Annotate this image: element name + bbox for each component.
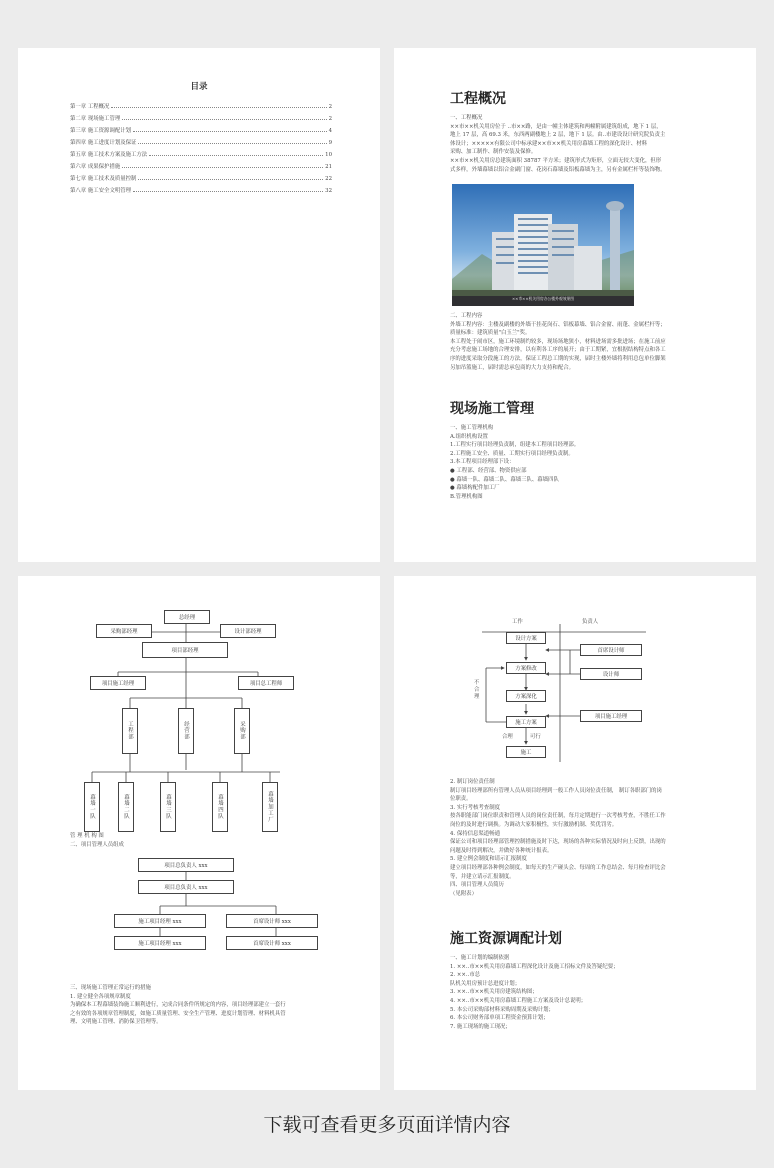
site-line: 1.工程实行项目经理负责制，组建本工程项目经理部。	[450, 442, 580, 449]
toc-entry-page: 21	[325, 164, 332, 170]
flow-step: 方案深化	[506, 690, 546, 702]
site-line: ● 幕墙一队、幕墙二队、幕墙三队、幕墙四队	[450, 476, 559, 483]
personnel-designer: 首席设计师 xxx	[226, 914, 318, 928]
flow-col-work: 工作	[512, 619, 523, 625]
resource-line: 4. ××..市××机关用房幕墙工程施工方案及设计总说明；	[450, 997, 587, 1004]
toc-leader-dots	[149, 155, 323, 156]
toc-entry-label: 第四章 施工进度计划及保证	[70, 140, 137, 146]
toc-entry-label: 第二章 现场施工管理	[70, 116, 121, 122]
toc-leader-dots	[133, 131, 327, 132]
toc-list	[70, 98, 332, 194]
flow-reasonable: 合理	[502, 734, 513, 740]
site-line: 一、施工管理机构	[450, 425, 494, 431]
responsibility-text	[450, 778, 740, 898]
site-line: A.组织机构设置	[450, 433, 488, 440]
toc-entry-label: 第六章 成果保护措施	[70, 164, 121, 170]
responsibility-line: 4. 保持信息渠道畅通	[450, 830, 500, 837]
responsibility-line: 四、项目管理人员简历	[450, 882, 504, 889]
site-line: ● 幕墙构配件加工厂	[450, 485, 500, 492]
overview-content-line: 另加吊篮施工，届时需总承包商的大力支持和配合。	[450, 364, 574, 371]
responsibility-line: 保证公司和项目经理部管理控制措施及时下达，现场的各种实际情况及时向上反馈，出现的	[450, 839, 666, 846]
toc-entry-page: 2	[328, 116, 332, 122]
responsibility-line: 位职责。	[450, 796, 472, 803]
overview-line: 体设计；×××××有限公司中标承建××市××机关用房幕墙工程的深化设计、材料	[450, 140, 647, 147]
resource-line: 5. 本公司采购部材料采购周期及采购计划；	[450, 1006, 554, 1013]
responsibility-line: 问题及时得到解决，并做好各种统计报表。	[450, 847, 553, 854]
resource-line: 2. ××..市总	[450, 972, 481, 979]
toc-entry[interactable]	[70, 182, 332, 194]
measures-line: 三、现场施工管理正常运行的措施	[70, 985, 151, 991]
responsibility-line: 5. 建立例会制度和请示汇报制度	[450, 856, 527, 863]
toc-leader-dots	[133, 191, 323, 192]
flow-feasible: 可行	[530, 734, 541, 740]
responsibility-line: 等，并建立请示汇报制度。	[450, 873, 515, 880]
resource-line: 队机关用房预计总进度计划；	[450, 980, 521, 987]
toc-entry[interactable]	[70, 110, 332, 122]
overview-content-line: 二、工程内容	[450, 313, 483, 319]
org-team: 幕墙四队	[212, 782, 228, 832]
overview-line: 地上 17 层，高 69.3 米，东西两副楼地上 2 层，地下 1 层。由..市建设设计研究院负责主	[450, 132, 666, 139]
org-design-manager: 设计部经理	[220, 624, 276, 638]
org-caption: 管 理 机 构 图	[70, 833, 104, 839]
responsibility-line: 3. 实行考核考查制度	[450, 804, 500, 811]
toc-entry-label: 第三章 施工资源调配计划	[70, 128, 132, 134]
toc-entry[interactable]	[70, 98, 332, 110]
flow-page	[394, 576, 756, 1090]
toc-entry-label: 第一章 工程概况	[70, 104, 110, 110]
org-page	[18, 576, 380, 1090]
resource-line: 7. 施工现场的施工现况；	[450, 1023, 511, 1030]
site-line: B.管理机构图	[450, 493, 483, 500]
toc-leader-dots	[138, 179, 323, 180]
org-department: 经营部	[178, 708, 194, 754]
org-general-manager: 总经理	[164, 610, 210, 624]
overview-line: 一、工程概况	[450, 115, 483, 121]
responsibility-line: 2. 制订岗位责任制	[450, 779, 495, 785]
personnel-sub2: 首席设计师 xxx	[226, 936, 318, 950]
overview-content	[450, 312, 740, 372]
overview-content-line: 外墙工程内容：主楼及副楼的外墙干挂花岗石、铝板幕墙、铝合金窗、雨蓬、金属栏杆等；	[450, 321, 666, 328]
responsibility-line: 按各职能部门岗位职责和管理人员的岗位责任制，每月定期进行一次考核考查，不胜任工作	[450, 813, 666, 820]
org-procurement-manager: 采购部经理	[96, 624, 152, 638]
overview-line: ××市××机关用房位于 ..市××路，是由一幢主体建筑和两幢附属建筑组成，地下 1 层，	[450, 123, 662, 130]
site-title: 现场施工管理	[450, 401, 534, 417]
toc-page	[18, 48, 380, 562]
flow-person-chief-designer: 首席设计师	[580, 644, 642, 656]
personnel-sub1: 施工项目经理 xxx	[114, 936, 206, 950]
measures-line: 为确保本工程幕墙装饰施工顺利进行，完成合同条件所规定的内容，项目经理部建立一套行	[70, 1002, 286, 1009]
resource-line: 6. 本公司财务部单项工程资金预算计划；	[450, 1015, 549, 1022]
flow-not-reasonable: 不合理	[474, 680, 480, 700]
resource-title: 施工资源调配计划	[450, 931, 562, 947]
toc-entry-page: 2	[328, 104, 332, 110]
toc-entry[interactable]	[70, 134, 332, 146]
toc-entry-label: 第五章 施工技术方案及施工方法	[70, 152, 148, 158]
site-line: ● 工程部、经营部、物资供应部	[450, 467, 527, 474]
building-photo	[452, 184, 634, 306]
toc-leader-dots	[111, 107, 326, 108]
org-team: 幕墙一队	[84, 782, 100, 832]
toc-entry-page: 32	[325, 188, 332, 194]
toc-entry-page: 22	[325, 176, 332, 182]
flow-step: 施工方案	[506, 716, 546, 728]
site-line: 2.工程施工安全、质量、工期实行项目经理负责制。	[450, 450, 574, 457]
responsibility-line: （见附表）	[450, 890, 477, 897]
overview-content-line: 充分考虑施工场地的合理安排，以有利各工序的展开；由于工期紧，宜根据结构特点和各工	[450, 347, 666, 354]
resource-line: 一、施工计划的编制依据	[450, 955, 510, 961]
overview-title: 工程概况	[450, 91, 506, 107]
site-text	[450, 424, 740, 501]
overview-line: 式多样，外墙幕墙以铝合金副门窗、花岗石幕墙及铝板幕墙为主，另有金属栏杆等装饰物。	[450, 166, 666, 173]
overview-line: 采购、加工制作、制作安装及保修。	[450, 149, 537, 156]
toc-leader-dots	[122, 167, 323, 168]
measures-line: 之有效的各项规章管理制度，如施工质量管理、安全生产管理、进度计划管理、材料机具管	[70, 1010, 286, 1017]
toc-entry-label: 第八章 施工安全文明管理	[70, 188, 132, 194]
toc-leader-dots	[138, 143, 326, 144]
personnel-pm: 施工项目经理 xxx	[114, 914, 206, 928]
toc-entry-page: 10	[325, 152, 332, 158]
flow-step: 施工	[506, 746, 546, 758]
resource-text	[450, 954, 740, 1031]
org-department: 工程部	[122, 708, 138, 754]
site-line: 3.本工程项目经理部下设：	[450, 459, 515, 466]
overview-content-line: 序的进度采取分段施工的方法，保证工程总工期的实现，届时主楼外墙将利用总包单位脚架	[450, 355, 666, 362]
footer-more-pages[interactable]: 下载可查看更多页面详情内容	[263, 1114, 511, 1136]
personnel-tech: 项目总负责人 xxx	[138, 880, 234, 894]
toc-entry-page: 4	[328, 128, 332, 134]
measures-line: 理、文明施工管理、消防保卫管理等。	[70, 1019, 162, 1026]
personnel-chief: 项目总负责人 xxx	[138, 858, 234, 872]
org-chief-engineer: 项目总工程师	[238, 676, 294, 690]
toc-leader-dots	[122, 119, 326, 120]
flow-person-designer: 设计师	[580, 668, 642, 680]
org-team: 幕墙三队	[160, 782, 176, 832]
flow-person-site-manager: 项目施工经理	[580, 710, 642, 722]
responsibility-line: 制订项目经理部所有管理人员从项目经理到一般工作人员岗位责任制， 制订各职部门的岗	[450, 787, 662, 794]
toc-entry[interactable]	[70, 170, 332, 182]
flow-col-owner: 负责人	[582, 619, 599, 625]
toc-entry[interactable]	[70, 146, 332, 158]
toc-title: 目录	[190, 82, 208, 92]
photo-caption: ××市××机关用房办公楼外观效果图	[512, 296, 575, 301]
overview-line: ××市××机关用房总建筑面积 38787 平方米；建筑形式为矩形，立面无较大变化，但形	[450, 157, 662, 164]
management-measures	[70, 984, 360, 1027]
flow-step: 方案修改	[506, 662, 546, 674]
responsibility-line: 岗位的及时进行调换。为调动大家积极性，实行激励机制、奖优罚劣。	[450, 821, 618, 828]
resource-line: 3. ××..市××机关用房建筑结构图；	[450, 989, 538, 996]
overview-content-line: 质量标准：建筑质量"白玉兰"奖。	[450, 330, 531, 337]
personnel-heading: 二、项目管理人员组成	[70, 842, 124, 848]
resource-line: 1. ××..市××机关用房幕墙工程深化设计及施工招标文件及答疑纪要；	[450, 963, 619, 970]
toc-entry[interactable]	[70, 158, 332, 170]
org-team: 幕墙二队	[118, 782, 134, 832]
overview-paragraph	[450, 114, 740, 174]
toc-entry-page: 9	[328, 140, 332, 146]
org-department: 采购部	[234, 708, 250, 754]
flow-step: 设计方案	[506, 632, 546, 644]
toc-entry-label: 第七章 施工技术及质量控制	[70, 176, 137, 182]
org-project-manager: 项目部经理	[142, 642, 228, 658]
org-site-manager: 项目施工经理	[90, 676, 146, 690]
toc-entry[interactable]	[70, 122, 332, 134]
org-team: 幕墙加工厂	[262, 782, 278, 832]
measures-line: 1. 建立健全各项规章制度	[70, 993, 131, 1000]
overview-page	[394, 48, 756, 562]
overview-content-line: 本工程处于闹市区，施工环境制约较多，现场场地狭小，材料进场需多批进场；在施工前应	[450, 338, 666, 345]
responsibility-line: 建立项目经理部各种例会制度，如每天的生产碰头会、每周的工作总结会、每月检查评比会	[450, 864, 666, 871]
